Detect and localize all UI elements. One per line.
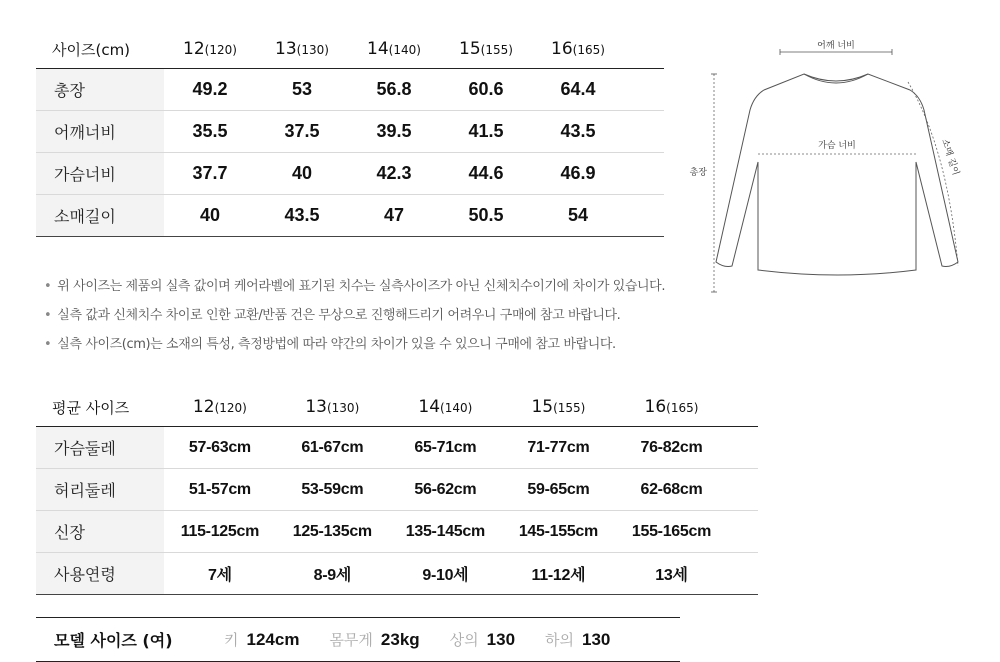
size-col-16: 16(165) bbox=[551, 39, 605, 59]
cell: 59-65cm bbox=[502, 469, 615, 511]
model-weight-key: 몸무게 bbox=[329, 631, 373, 649]
sleeve-label: 소매 길이 bbox=[939, 137, 961, 177]
cell: 145-155cm bbox=[502, 511, 615, 553]
table-row bbox=[36, 553, 758, 595]
model-size-bar bbox=[36, 617, 680, 662]
notes-list bbox=[44, 272, 665, 359]
header-label: 평균 사이즈 bbox=[52, 398, 130, 417]
row-label: 어깨너비 bbox=[36, 111, 164, 153]
cell: 35.5 bbox=[164, 111, 256, 153]
cell: 46.9 bbox=[532, 153, 624, 195]
size-col-14: 14(140) bbox=[367, 39, 421, 59]
spacer-cell bbox=[728, 511, 758, 553]
cell: 53-59cm bbox=[276, 469, 389, 511]
table-row bbox=[36, 427, 758, 469]
cell: 39.5 bbox=[348, 111, 440, 153]
cell: 37.5 bbox=[256, 111, 348, 153]
cell: 57-63cm bbox=[164, 427, 276, 469]
size-col-14: 14(140) bbox=[418, 397, 473, 417]
note-item: • 실측 값과 신체치수 차이로 인한 교환/반품 건은 무상으로 진행해드리기 어려우니 구매에 참고 바랍니다. bbox=[44, 301, 665, 330]
model-bottom-key: 하의 bbox=[545, 631, 575, 649]
cell: 7세 bbox=[164, 553, 276, 595]
cell: 125-135cm bbox=[276, 511, 389, 553]
row-label: 허리둘레 bbox=[36, 469, 164, 511]
spacer-cell bbox=[624, 69, 664, 111]
row-label: 가슴둘레 bbox=[36, 427, 164, 469]
average-size-table bbox=[36, 388, 758, 595]
table-header bbox=[36, 388, 758, 427]
cell: 44.6 bbox=[440, 153, 532, 195]
table-row bbox=[36, 153, 664, 195]
cell: 64.4 bbox=[532, 69, 624, 111]
model-height-value: 124cm bbox=[246, 629, 300, 649]
size-col-16: 16(165) bbox=[644, 397, 699, 417]
cell: 40 bbox=[164, 195, 256, 237]
cell: 51-57cm bbox=[164, 469, 276, 511]
row-label: 가슴너비 bbox=[36, 153, 164, 195]
table-row bbox=[36, 511, 758, 553]
cell: 40 bbox=[256, 153, 348, 195]
spacer-cell bbox=[728, 427, 758, 469]
size-col-15: 15(155) bbox=[459, 39, 513, 59]
cell: 43.5 bbox=[256, 195, 348, 237]
cell: 8-9세 bbox=[276, 553, 389, 595]
size-col-13: 13(130) bbox=[305, 397, 360, 417]
neckline bbox=[804, 74, 868, 83]
cell: 53 bbox=[256, 69, 348, 111]
length-label: 총장 bbox=[689, 168, 707, 178]
model-weight-value: 23kg bbox=[380, 629, 420, 649]
cell: 56.8 bbox=[348, 69, 440, 111]
cell: 13세 bbox=[615, 553, 728, 595]
cell: 71-77cm bbox=[502, 427, 615, 469]
cell: 43.5 bbox=[532, 111, 624, 153]
table-header bbox=[36, 30, 664, 69]
row-label: 사용연령 bbox=[36, 553, 164, 595]
cell: 135-145cm bbox=[389, 511, 502, 553]
cell: 56-62cm bbox=[389, 469, 502, 511]
cell: 37.7 bbox=[164, 153, 256, 195]
cell: 42.3 bbox=[348, 153, 440, 195]
header-label: 사이즈(cm) bbox=[52, 40, 131, 59]
cell: 41.5 bbox=[440, 111, 532, 153]
chest-label: 가슴 너비 bbox=[818, 141, 856, 151]
model-top-key: 상의 bbox=[449, 631, 479, 649]
cell: 61-67cm bbox=[276, 427, 389, 469]
cell: 155-165cm bbox=[615, 511, 728, 553]
garment-diagram bbox=[680, 30, 980, 305]
spacer-cell bbox=[624, 153, 664, 195]
cell: 76-82cm bbox=[615, 427, 728, 469]
spacer-cell bbox=[624, 195, 664, 237]
garment-size-table bbox=[36, 30, 664, 237]
cell: 9-10세 bbox=[389, 553, 502, 595]
row-label: 신장 bbox=[36, 511, 164, 553]
spacer-cell bbox=[728, 388, 758, 427]
table-row bbox=[36, 195, 664, 237]
size-col-12: 12(120) bbox=[192, 397, 247, 417]
note-item: • 위 사이즈는 제품의 실측 값이며 케어라벨에 표기된 치수는 실측사이즈가 아닌 신체치수이기에 차이가 있습니다. bbox=[44, 272, 665, 301]
row-label: 소매길이 bbox=[36, 195, 164, 237]
note-item: • 실측 사이즈(cm)는 소재의 특성, 측정방법에 따라 약간의 차이가 있을 수 있으니 구매에 참고 바랍니다. bbox=[44, 330, 665, 359]
size-col-12: 12(120) bbox=[183, 39, 237, 59]
table-row bbox=[36, 69, 664, 111]
cell: 50.5 bbox=[440, 195, 532, 237]
size-col-15: 15(155) bbox=[531, 397, 586, 417]
shirt-outline bbox=[716, 74, 958, 275]
model-height-key: 키 bbox=[224, 631, 239, 649]
model-size-label: 모델 사이즈 (여) bbox=[54, 631, 173, 650]
table-row bbox=[36, 469, 758, 511]
shoulder-label: 어깨 너비 bbox=[817, 41, 855, 51]
cell: 65-71cm bbox=[389, 427, 502, 469]
spacer-cell bbox=[728, 469, 758, 511]
size-col-13: 13(130) bbox=[275, 39, 329, 59]
cell: 49.2 bbox=[164, 69, 256, 111]
spacer-cell bbox=[624, 30, 664, 69]
cell: 115-125cm bbox=[164, 511, 276, 553]
model-top-value: 130 bbox=[486, 629, 516, 649]
cell: 54 bbox=[532, 195, 624, 237]
cell: 47 bbox=[348, 195, 440, 237]
row-label: 총장 bbox=[36, 69, 164, 111]
table-row bbox=[36, 111, 664, 153]
cell: 62-68cm bbox=[615, 469, 728, 511]
model-bottom-value: 130 bbox=[582, 629, 611, 649]
cell: 60.6 bbox=[440, 69, 532, 111]
cell: 11-12세 bbox=[502, 553, 615, 595]
spacer-cell bbox=[624, 111, 664, 153]
spacer-cell bbox=[728, 553, 758, 595]
